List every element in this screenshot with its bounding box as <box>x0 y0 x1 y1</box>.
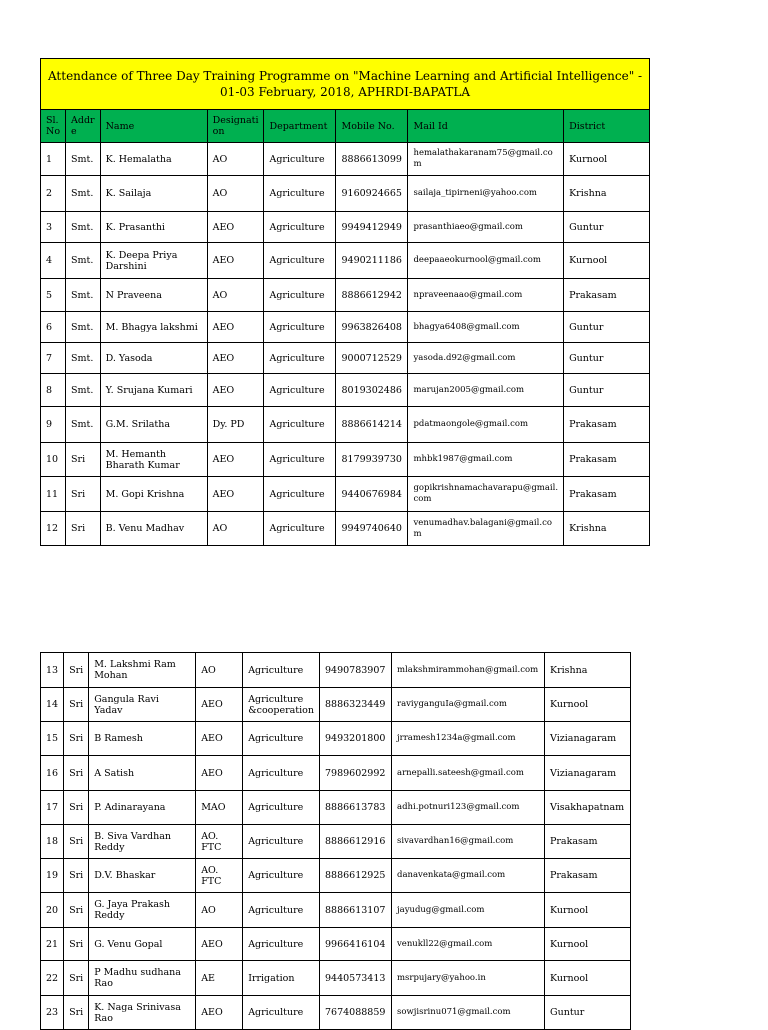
cell-mail-id: raviyganguIa@gmail.com <box>392 688 545 722</box>
cell-designation: AEO <box>207 212 264 243</box>
table-row <box>41 477 650 512</box>
cell-department: Agriculture &cooperation <box>243 688 320 722</box>
cell-address: Sri <box>66 477 101 512</box>
cell-department: Agriculture <box>264 343 336 374</box>
cell-mobile: 9966416104 <box>320 928 392 961</box>
cell-sl-no: 11 <box>41 477 66 512</box>
cell-designation: AO <box>207 176 264 212</box>
cell-district: Kurnool <box>564 143 650 176</box>
table-row <box>41 996 631 1030</box>
cell-sl-no: 5 <box>41 279 66 312</box>
cell-mobile: 9963826408 <box>336 312 408 343</box>
cell-designation: AEO <box>196 722 243 756</box>
cell-district: Krishna <box>564 176 650 212</box>
cell-district: Kurnool <box>545 961 631 996</box>
cell-department: Agriculture <box>243 791 320 825</box>
cell-district: Prakasam <box>545 859 631 893</box>
table-row <box>41 928 631 961</box>
header-district: District <box>564 110 650 143</box>
cell-name: B. Siva Vardhan Reddy <box>89 825 196 859</box>
cell-designation: AO. FTC <box>196 859 243 893</box>
cell-name: Gangula Ravi Yadav <box>89 688 196 722</box>
cell-mail-id: gopikrishnamachavarapu@gmail. com <box>408 477 564 512</box>
cell-name: P. Adinarayana <box>89 791 196 825</box>
table-row <box>41 512 650 546</box>
header-mobile: Mobile No. <box>336 110 408 143</box>
cell-mobile: 9440676984 <box>336 477 408 512</box>
cell-address: Smt. <box>66 312 101 343</box>
header-sl-no: Sl. No <box>41 110 66 143</box>
cell-mobile: 9000712529 <box>336 343 408 374</box>
cell-designation: AEO <box>207 374 264 407</box>
cell-sl-no: 9 <box>41 407 66 443</box>
cell-address: Sri <box>64 825 89 859</box>
cell-address: Smt. <box>66 143 101 176</box>
cell-name: B. Venu Madhav <box>100 512 207 546</box>
cell-mobile: 8886612916 <box>320 825 392 859</box>
cell-district: Guntur <box>564 343 650 374</box>
cell-designation: AEO <box>207 443 264 477</box>
cell-address: Sri <box>64 928 89 961</box>
cell-mobile: 8886613107 <box>320 893 392 928</box>
cell-name: M. Gopi Krishna <box>100 477 207 512</box>
header-name: Name <box>100 110 207 143</box>
cell-department: Agriculture <box>264 374 336 407</box>
cell-mail-id: pdatmaongole@gmail.com <box>408 407 564 443</box>
cell-designation: AO <box>196 653 243 688</box>
cell-mobile: 9440573413 <box>320 961 392 996</box>
cell-designation: AEO <box>196 928 243 961</box>
table-row <box>41 343 650 374</box>
cell-mobile: 9160924665 <box>336 176 408 212</box>
cell-department: Agriculture <box>264 143 336 176</box>
cell-designation: AO <box>207 143 264 176</box>
cell-mobile: 9949412949 <box>336 212 408 243</box>
cell-mobile: 8019302486 <box>336 374 408 407</box>
cell-mobile: 9490211186 <box>336 243 408 279</box>
cell-name: K. Deepa Priya Darshini <box>100 243 207 279</box>
table-row <box>41 722 631 756</box>
header-mail-id: Mail Id <box>408 110 564 143</box>
cell-sl-no: 20 <box>41 893 64 928</box>
cell-address: Sri <box>64 653 89 688</box>
header-row <box>41 110 650 143</box>
cell-district: Guntur <box>564 374 650 407</box>
cell-district: Kurnool <box>545 928 631 961</box>
cell-mail-id: sivavardhan16@gmail.com <box>392 825 545 859</box>
cell-department: Agriculture <box>264 279 336 312</box>
table-row <box>41 176 650 212</box>
table-row <box>41 374 650 407</box>
table-row <box>41 653 631 688</box>
cell-sl-no: 6 <box>41 312 66 343</box>
cell-mail-id: danavenkata@gmail.com <box>392 859 545 893</box>
cell-sl-no: 4 <box>41 243 66 279</box>
cell-designation: AE <box>196 961 243 996</box>
cell-department: Agriculture <box>243 722 320 756</box>
cell-mobile: 8179939730 <box>336 443 408 477</box>
cell-name: M. Lakshmi Ram Mohan <box>89 653 196 688</box>
table-row <box>41 407 650 443</box>
cell-name: G. Venu Gopal <box>89 928 196 961</box>
cell-mail-id: arnepalli.sateesh@gmail.com <box>392 756 545 791</box>
cell-address: Sri <box>66 443 101 477</box>
header-department: Department <box>264 110 336 143</box>
cell-address: Smt. <box>66 176 101 212</box>
cell-district: Kurnool <box>545 688 631 722</box>
header-designation: Designati on <box>207 110 264 143</box>
cell-mail-id: prasanthiaeo@gmail.com <box>408 212 564 243</box>
cell-department: Agriculture <box>243 653 320 688</box>
cell-designation: AEO <box>207 343 264 374</box>
cell-address: Sri <box>64 791 89 825</box>
cell-sl-no: 16 <box>41 756 64 791</box>
cell-mail-id: npraveenaao@gmail.com <box>408 279 564 312</box>
cell-designation: AO <box>207 279 264 312</box>
table-body-part-1 <box>41 143 650 546</box>
table-row <box>41 688 631 722</box>
cell-mail-id: marujan2005@gmail.com <box>408 374 564 407</box>
cell-department: Agriculture <box>243 928 320 961</box>
cell-sl-no: 1 <box>41 143 66 176</box>
cell-sl-no: 18 <box>41 825 64 859</box>
cell-name: K. Hemalatha <box>100 143 207 176</box>
cell-address: Smt. <box>66 279 101 312</box>
cell-name: D. Yasoda <box>100 343 207 374</box>
cell-designation: AEO <box>196 756 243 791</box>
table-row <box>41 143 650 176</box>
table-body-part-2 <box>41 653 631 1030</box>
cell-designation: AO <box>196 893 243 928</box>
cell-mobile: 7674088859 <box>320 996 392 1030</box>
cell-sl-no: 19 <box>41 859 64 893</box>
cell-name: K. Naga Srinivasa Rao <box>89 996 196 1030</box>
cell-mobile: 8886323449 <box>320 688 392 722</box>
document-title: Attendance of Three Day Training Programme on "Machine Learning and Artificial Intelligence" - 01-03 February, 2018, APHRDI-BAPATLA <box>41 59 650 110</box>
cell-department: Agriculture <box>264 212 336 243</box>
cell-name: G. Jaya Prakash Reddy <box>89 893 196 928</box>
cell-address: Smt. <box>66 243 101 279</box>
cell-name: P Madhu sudhana Rao <box>89 961 196 996</box>
cell-name: M. Hemanth Bharath Kumar <box>100 443 207 477</box>
cell-sl-no: 17 <box>41 791 64 825</box>
cell-sl-no: 23 <box>41 996 64 1030</box>
table-row <box>41 893 631 928</box>
cell-district: Krishna <box>545 653 631 688</box>
cell-name: A Satish <box>89 756 196 791</box>
cell-sl-no: 14 <box>41 688 64 722</box>
cell-mail-id: msrpujary@yahoo.in <box>392 961 545 996</box>
cell-mobile: 8886612942 <box>336 279 408 312</box>
cell-mail-id: mlakshmirammohan@gmail.com <box>392 653 545 688</box>
cell-address: Sri <box>66 512 101 546</box>
table-row <box>41 212 650 243</box>
cell-department: Agriculture <box>243 893 320 928</box>
header-address: Addr e <box>66 110 101 143</box>
cell-district: Kurnool <box>564 243 650 279</box>
cell-mail-id: jayudug@gmail.com <box>392 893 545 928</box>
cell-name: K. Prasanthi <box>100 212 207 243</box>
cell-address: Sri <box>64 961 89 996</box>
cell-sl-no: 13 <box>41 653 64 688</box>
cell-district: Vizianagaram <box>545 722 631 756</box>
cell-district: Prakasam <box>564 477 650 512</box>
table-row <box>41 243 650 279</box>
cell-mail-id: venumadhav.balagani@gmail.co m <box>408 512 564 546</box>
cell-name: M. Bhagya lakshmi <box>100 312 207 343</box>
cell-department: Agriculture <box>243 859 320 893</box>
cell-mail-id: mhbk1987@gmail.com <box>408 443 564 477</box>
cell-address: Sri <box>64 756 89 791</box>
cell-address: Sri <box>64 859 89 893</box>
table-row <box>41 312 650 343</box>
cell-mobile: 9490783907 <box>320 653 392 688</box>
cell-address: Smt. <box>66 212 101 243</box>
cell-district: Guntur <box>545 996 631 1030</box>
cell-department: Agriculture <box>264 443 336 477</box>
cell-designation: AEO <box>207 477 264 512</box>
cell-address: Sri <box>64 996 89 1030</box>
cell-department: Agriculture <box>243 825 320 859</box>
cell-department: Agriculture <box>264 312 336 343</box>
table-row <box>41 825 631 859</box>
cell-district: Prakasam <box>545 825 631 859</box>
cell-department: Agriculture <box>264 512 336 546</box>
cell-mail-id: adhi.potnuri123@gmail.com <box>392 791 545 825</box>
cell-mobile: 8886612925 <box>320 859 392 893</box>
cell-sl-no: 2 <box>41 176 66 212</box>
cell-mobile: 8886614214 <box>336 407 408 443</box>
cell-mail-id: bhagya6408@gmail.com <box>408 312 564 343</box>
cell-sl-no: 8 <box>41 374 66 407</box>
cell-address: Sri <box>64 722 89 756</box>
cell-district: Prakasam <box>564 407 650 443</box>
cell-designation: AEO <box>196 996 243 1030</box>
table-row <box>41 791 631 825</box>
cell-mail-id: yasoda.d92@gmail.com <box>408 343 564 374</box>
cell-district: Guntur <box>564 312 650 343</box>
cell-department: Irrigation <box>243 961 320 996</box>
table-row <box>41 961 631 996</box>
cell-sl-no: 12 <box>41 512 66 546</box>
cell-mobile: 9493201800 <box>320 722 392 756</box>
table-row <box>41 756 631 791</box>
cell-district: Vizianagaram <box>545 756 631 791</box>
table-row <box>41 443 650 477</box>
cell-mail-id: sowjisrinu071@gmail.com <box>392 996 545 1030</box>
cell-department: Agriculture <box>264 477 336 512</box>
cell-mail-id: hemalathakaranam75@gmail.co m <box>408 143 564 176</box>
cell-name: N Praveena <box>100 279 207 312</box>
cell-sl-no: 7 <box>41 343 66 374</box>
cell-sl-no: 15 <box>41 722 64 756</box>
cell-department: Agriculture <box>243 996 320 1030</box>
cell-mail-id: jrramesh1234a@gmail.com <box>392 722 545 756</box>
cell-designation: AEO <box>207 243 264 279</box>
cell-address: Smt. <box>66 343 101 374</box>
cell-mobile: 8886613099 <box>336 143 408 176</box>
table-row <box>41 859 631 893</box>
cell-district: Krishna <box>564 512 650 546</box>
cell-name: G.M. Srilatha <box>100 407 207 443</box>
cell-name: B Ramesh <box>89 722 196 756</box>
cell-designation: AO <box>207 512 264 546</box>
cell-address: Smt. <box>66 407 101 443</box>
cell-address: Sri <box>64 893 89 928</box>
cell-address: Sri <box>64 688 89 722</box>
table-row <box>41 279 650 312</box>
cell-department: Agriculture <box>264 176 336 212</box>
cell-mobile: 8886613783 <box>320 791 392 825</box>
cell-sl-no: 21 <box>41 928 64 961</box>
cell-name: Y. Srujana Kumari <box>100 374 207 407</box>
cell-district: Kurnool <box>545 893 631 928</box>
cell-district: Prakasam <box>564 443 650 477</box>
cell-sl-no: 10 <box>41 443 66 477</box>
cell-sl-no: 22 <box>41 961 64 996</box>
cell-department: Agriculture <box>264 407 336 443</box>
cell-mail-id: deepaaeokurnool@gmail.com <box>408 243 564 279</box>
cell-district: Prakasam <box>564 279 650 312</box>
cell-name: D.V. Bhaskar <box>89 859 196 893</box>
cell-mail-id: venukll22@gmail.com <box>392 928 545 961</box>
cell-district: Visakhapatnam <box>545 791 631 825</box>
cell-designation: AO. FTC <box>196 825 243 859</box>
cell-mail-id: sailaja_tipirneni@yahoo.com <box>408 176 564 212</box>
cell-name: K. Sailaja <box>100 176 207 212</box>
cell-designation: AEO <box>207 312 264 343</box>
cell-department: Agriculture <box>264 243 336 279</box>
cell-designation: AEO <box>196 688 243 722</box>
cell-designation: MAO <box>196 791 243 825</box>
cell-sl-no: 3 <box>41 212 66 243</box>
attendance-table-part-2 <box>40 652 631 1030</box>
cell-district: Guntur <box>564 212 650 243</box>
cell-designation: Dy. PD <box>207 407 264 443</box>
attendance-table-part-1 <box>40 58 650 546</box>
cell-department: Agriculture <box>243 756 320 791</box>
cell-mobile: 7989602992 <box>320 756 392 791</box>
cell-mobile: 9949740640 <box>336 512 408 546</box>
cell-address: Smt. <box>66 374 101 407</box>
